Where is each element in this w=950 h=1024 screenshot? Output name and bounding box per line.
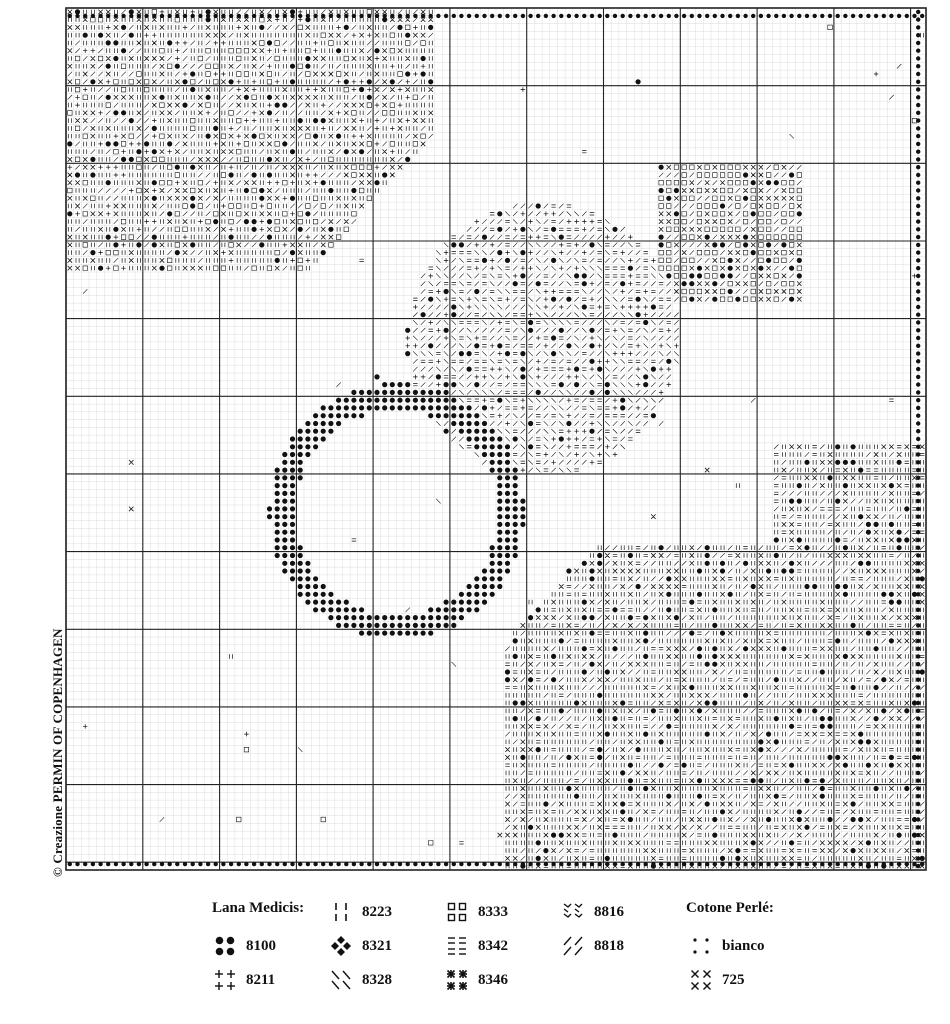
legend-code: 8346 xyxy=(478,971,508,988)
legend-item-8100 xyxy=(214,934,276,958)
double-lines-icon xyxy=(446,935,468,957)
legend-item-8816 xyxy=(562,900,624,924)
legend-item-8211 xyxy=(214,968,275,992)
legend-item-8321 xyxy=(330,934,392,958)
legend-item-725 xyxy=(690,968,745,992)
legend-code: 8342 xyxy=(478,937,508,954)
legend-code: 725 xyxy=(722,971,745,988)
legend-item-8223 xyxy=(330,900,392,924)
filled-diamonds-icon xyxy=(330,935,352,957)
copyright-text: © Creazione PERMIN OF COPENHAGEN xyxy=(50,628,65,877)
crosses-icon xyxy=(690,969,712,991)
legend xyxy=(0,890,950,1020)
filled-dots-icon xyxy=(214,935,236,957)
legend-code: 8211 xyxy=(246,971,276,988)
open-squares-icon xyxy=(446,901,468,923)
asterisks-icon xyxy=(446,969,468,991)
slash-pairs-icon xyxy=(562,935,584,957)
small-dots-icon xyxy=(690,935,712,957)
legend-item-8818 xyxy=(562,934,624,958)
plus-signs-icon xyxy=(214,969,236,991)
legend-code: bianco xyxy=(722,937,765,954)
legend-item-bianco xyxy=(690,934,765,958)
legend-item-8333 xyxy=(446,900,508,924)
legend-heading-lana-medicis: Lana Medicis: xyxy=(212,900,305,916)
fine-grid xyxy=(66,8,926,870)
legend-code: 8321 xyxy=(362,937,392,954)
legend-code: 8328 xyxy=(362,971,392,988)
legend-heading-cotone-perle: Cotone Perlé: xyxy=(686,900,774,916)
vertical-dashes-icon xyxy=(330,901,352,923)
legend-item-8342 xyxy=(446,934,508,958)
legend-code: 8333 xyxy=(478,903,508,920)
wave-dashes-icon xyxy=(562,901,584,923)
legend-code: 8816 xyxy=(594,903,624,920)
backslash-pairs-icon xyxy=(330,969,352,991)
legend-code: 8223 xyxy=(362,903,392,920)
legend-code: 8100 xyxy=(246,937,276,954)
legend-code: 8818 xyxy=(594,937,624,954)
legend-item-8328 xyxy=(330,968,392,992)
legend-item-8346 xyxy=(446,968,508,992)
